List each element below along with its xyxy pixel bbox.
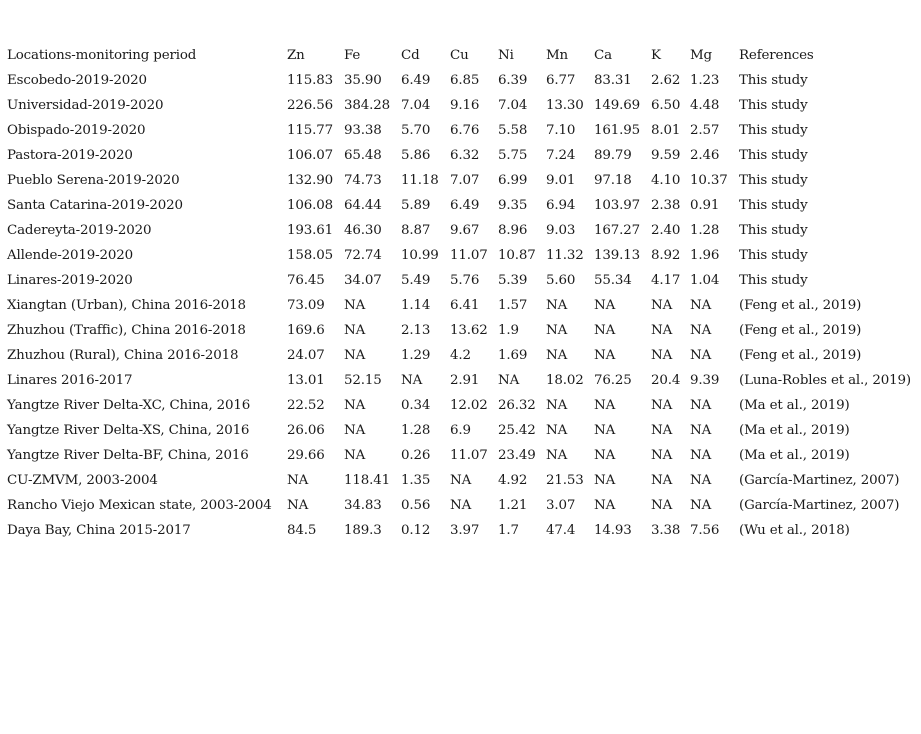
table-row [7,318,921,343]
cell-fe: 74.73 [344,173,382,188]
table-row [7,143,921,168]
cell-mg: 2.57 [690,123,720,138]
cell-reference: This study [739,273,808,288]
cell-ni: 6.39 [498,73,528,88]
cell-cu: 12.02 [450,398,488,413]
cell-fe: 34.07 [344,273,382,288]
cell-ni: 5.39 [498,273,528,288]
cell-location: Linares-2019-2020 [7,273,133,288]
cell-fe: 34.83 [344,498,382,513]
cell-reference: This study [739,73,808,88]
cell-cu: 5.76 [450,273,480,288]
cell-fe: 35.90 [344,73,382,88]
table-row [7,193,921,218]
cell-location: Obispado-2019-2020 [7,123,146,138]
cell-mg: 4.48 [690,98,720,113]
cell-ca: 167.27 [594,223,640,238]
cell-location: Rancho Viejo Mexican state, 2003-2004 [7,498,272,513]
cell-location: Santa Catarina-2019-2020 [7,198,183,213]
cell-zn: 226.56 [287,98,333,113]
cell-ca: NA [594,348,616,363]
cell-location: Xiangtan (Urban), China 2016-2018 [7,298,246,313]
cell-ni: 8.96 [498,223,528,238]
cell-reference: (Feng et al., 2019) [739,298,862,313]
cell-mg: 1.23 [690,73,720,88]
header-cell-mg: Mg [690,48,712,63]
cell-cd: 0.12 [401,523,431,538]
cell-cd: 10.99 [401,248,439,263]
cell-zn: 169.6 [287,323,325,338]
cell-cd: 5.86 [401,148,431,163]
cell-location: Universidad-2019-2020 [7,98,164,113]
cell-cd: NA [401,373,423,388]
cell-zn: 24.07 [287,348,325,363]
cell-mn: 9.01 [546,173,576,188]
cell-location: Linares 2016-2017 [7,373,133,388]
cell-reference: (Luna-Robles et al., 2019) [739,373,911,388]
cell-mg: NA [690,298,712,313]
cell-fe: 189.3 [344,523,382,538]
cell-location: Daya Bay, China 2015-2017 [7,523,191,538]
cell-reference: (Ma et al., 2019) [739,448,850,463]
cell-location: Cadereyta-2019-2020 [7,223,152,238]
cell-mg: NA [690,348,712,363]
cell-cu: 6.76 [450,123,480,138]
cell-zn: 76.45 [287,273,325,288]
table-header-row [7,43,921,68]
cell-ni: 1.69 [498,348,528,363]
cell-k: 20.4 [651,373,681,388]
cell-cd: 5.49 [401,273,431,288]
table-body [7,68,921,543]
cell-k: 6.50 [651,98,681,113]
header-cell-fe: Fe [344,48,361,63]
cell-zn: 132.90 [287,173,333,188]
cell-ni: 4.92 [498,473,528,488]
cell-mg: NA [690,398,712,413]
cell-ca: NA [594,448,616,463]
cell-cu: 13.62 [450,323,488,338]
cell-mn: 13.30 [546,98,584,113]
cell-mg: NA [690,448,712,463]
cell-mg: 1.04 [690,273,720,288]
cell-cd: 1.35 [401,473,431,488]
cell-ni: 6.99 [498,173,528,188]
cell-cu: 4.2 [450,348,471,363]
cell-k: 4.10 [651,173,681,188]
table-row [7,243,921,268]
cell-reference: This study [739,98,808,113]
cell-ni: 5.58 [498,123,528,138]
cell-mg: 10.37 [690,173,728,188]
cell-ni: 7.04 [498,98,528,113]
cell-k: 8.92 [651,248,681,263]
cell-reference: (Ma et al., 2019) [739,398,850,413]
cell-mn: 9.03 [546,223,576,238]
cell-mn: NA [546,298,568,313]
cell-k: NA [651,448,673,463]
table-row [7,468,921,493]
cell-ca: 103.97 [594,198,640,213]
cell-fe: 93.38 [344,123,382,138]
cell-k: NA [651,298,673,313]
cell-ni: 25.42 [498,423,536,438]
cell-cu: 2.91 [450,373,480,388]
table-row [7,293,921,318]
cell-cd: 5.89 [401,198,431,213]
cell-mn: NA [546,423,568,438]
cell-cu: 7.07 [450,173,480,188]
cell-ni: NA [498,373,520,388]
cell-zn: 115.77 [287,123,333,138]
cell-ca: NA [594,423,616,438]
cell-k: 8.01 [651,123,681,138]
cell-mn: 6.77 [546,73,576,88]
cell-zn: 106.07 [287,148,333,163]
cell-mn: 3.07 [546,498,576,513]
cell-cu: 6.9 [450,423,471,438]
cell-k: 2.38 [651,198,681,213]
cell-k: NA [651,423,673,438]
cell-mn: NA [546,398,568,413]
cell-cd: 6.49 [401,73,431,88]
cell-cd: 8.87 [401,223,431,238]
cell-ni: 26.32 [498,398,536,413]
cell-cu: 11.07 [450,448,488,463]
table-row [7,493,921,518]
cell-reference: This study [739,223,808,238]
cell-zn: 84.5 [287,523,317,538]
table-row [7,268,921,293]
header-cell-zn: Zn [287,48,305,63]
cell-reference: (Feng et al., 2019) [739,323,862,338]
header-cell-location: Locations-monitoring period [7,48,197,63]
table-row [7,118,921,143]
cell-zn: 22.52 [287,398,325,413]
cell-mg: NA [690,473,712,488]
cell-cu: 9.67 [450,223,480,238]
cell-reference: (Feng et al., 2019) [739,348,862,363]
cell-ni: 1.57 [498,298,528,313]
cell-reference: This study [739,148,808,163]
cell-ni: 5.75 [498,148,528,163]
cell-cu: 11.07 [450,248,488,263]
cell-ni: 1.9 [498,323,519,338]
cell-ni: 1.7 [498,523,519,538]
cell-ca: NA [594,473,616,488]
header-cell-cu: Cu [450,48,469,63]
cell-location: Yangtze River Delta-XS, China, 2016 [7,423,250,438]
cell-fe: NA [344,298,366,313]
cell-mg: 1.28 [690,223,720,238]
cell-mg: NA [690,498,712,513]
cell-fe: NA [344,348,366,363]
cell-mn: 21.53 [546,473,584,488]
cell-fe: 65.48 [344,148,382,163]
table-row [7,68,921,93]
table-row [7,343,921,368]
cell-cu: NA [450,498,472,513]
cell-k: 9.59 [651,148,681,163]
cell-zn: 193.61 [287,223,333,238]
cell-cu: 3.97 [450,523,480,538]
cell-k: NA [651,398,673,413]
data-table-container [7,43,921,543]
table-row [7,368,921,393]
cell-location: Pastora-2019-2020 [7,148,133,163]
cell-reference: (Ma et al., 2019) [739,423,850,438]
table-row [7,93,921,118]
cell-ca: NA [594,323,616,338]
cell-ca: 97.18 [594,173,632,188]
cell-fe: 46.30 [344,223,382,238]
cell-reference: (García-Martinez, 2007) [739,498,900,513]
cell-cd: 5.70 [401,123,431,138]
cell-location: CU-ZMVM, 2003-2004 [7,473,158,488]
cell-reference: (García-Martinez, 2007) [739,473,900,488]
cell-ni: 23.49 [498,448,536,463]
cell-mn: NA [546,323,568,338]
cell-mn: 7.24 [546,148,576,163]
cell-cd: 0.26 [401,448,431,463]
cell-ca: 149.69 [594,98,640,113]
cell-mg: 0.91 [690,198,720,213]
cell-cd: 0.56 [401,498,431,513]
data-table [7,43,921,543]
cell-zn: NA [287,498,309,513]
cell-fe: NA [344,398,366,413]
cell-cd: 11.18 [401,173,439,188]
cell-zn: 26.06 [287,423,325,438]
cell-cd: 0.34 [401,398,431,413]
cell-ca: 76.25 [594,373,632,388]
cell-mn: NA [546,448,568,463]
table-row [7,218,921,243]
cell-zn: 73.09 [287,298,325,313]
cell-k: NA [651,348,673,363]
cell-fe: 384.28 [344,98,390,113]
cell-fe: 72.74 [344,248,382,263]
cell-mg: 2.46 [690,148,720,163]
cell-zn: 115.83 [287,73,333,88]
cell-ca: NA [594,298,616,313]
cell-cu: 6.85 [450,73,480,88]
cell-fe: 52.15 [344,373,382,388]
cell-fe: NA [344,448,366,463]
cell-ca: NA [594,398,616,413]
header-cell-ca: Ca [594,48,612,63]
cell-location: Zhuzhou (Traffic), China 2016-2018 [7,323,246,338]
cell-reference: This study [739,123,808,138]
cell-k: 2.62 [651,73,681,88]
cell-zn: NA [287,473,309,488]
header-cell-ni: Ni [498,48,514,63]
header-cell-k: K [651,48,661,63]
cell-location: Escobedo-2019-2020 [7,73,147,88]
cell-cd: 2.13 [401,323,431,338]
table-row [7,518,921,543]
cell-fe: 118.41 [344,473,390,488]
cell-location: Pueblo Serena-2019-2020 [7,173,180,188]
cell-zn: 158.05 [287,248,333,263]
cell-fe: 64.44 [344,198,382,213]
cell-k: 2.40 [651,223,681,238]
cell-zn: 13.01 [287,373,325,388]
cell-ni: 10.87 [498,248,536,263]
cell-reference: This study [739,198,808,213]
cell-cd: 1.28 [401,423,431,438]
cell-k: NA [651,323,673,338]
cell-cu: NA [450,473,472,488]
table-row [7,443,921,468]
cell-fe: NA [344,423,366,438]
cell-k: 3.38 [651,523,681,538]
cell-ca: 139.13 [594,248,640,263]
header-cell-cd: Cd [401,48,420,63]
cell-zn: 29.66 [287,448,325,463]
cell-ca: 161.95 [594,123,640,138]
cell-ni: 9.35 [498,198,528,213]
cell-ca: 55.34 [594,273,632,288]
cell-fe: NA [344,323,366,338]
cell-location: Yangtze River Delta-XC, China, 2016 [7,398,251,413]
cell-ni: 1.21 [498,498,528,513]
cell-mn: 18.02 [546,373,584,388]
cell-mg: 7.56 [690,523,720,538]
cell-mn: 5.60 [546,273,576,288]
cell-mg: 1.96 [690,248,720,263]
cell-cu: 6.41 [450,298,480,313]
cell-cd: 1.14 [401,298,431,313]
cell-mg: NA [690,423,712,438]
table-row [7,418,921,443]
cell-mn: 7.10 [546,123,576,138]
cell-ca: NA [594,498,616,513]
cell-k: NA [651,498,673,513]
cell-mn: 47.4 [546,523,576,538]
cell-zn: 106.08 [287,198,333,213]
cell-reference: (Wu et al., 2018) [739,523,850,538]
table-row [7,168,921,193]
cell-ca: 14.93 [594,523,632,538]
cell-cu: 6.32 [450,148,480,163]
cell-cd: 1.29 [401,348,431,363]
cell-ca: 83.31 [594,73,632,88]
cell-cu: 6.49 [450,198,480,213]
cell-location: Yangtze River Delta-BF, China, 2016 [7,448,249,463]
header-cell-references: References [739,48,814,63]
cell-ca: 89.79 [594,148,632,163]
cell-mn: 6.94 [546,198,576,213]
cell-mn: 11.32 [546,248,584,263]
cell-mg: NA [690,323,712,338]
cell-k: NA [651,473,673,488]
cell-location: Zhuzhou (Rural), China 2016-2018 [7,348,239,363]
table-row [7,393,921,418]
cell-mn: NA [546,348,568,363]
header-cell-mn: Mn [546,48,569,63]
cell-mg: 9.39 [690,373,720,388]
cell-reference: This study [739,173,808,188]
cell-reference: This study [739,248,808,263]
cell-k: 4.17 [651,273,681,288]
cell-location: Allende-2019-2020 [7,248,133,263]
cell-cd: 7.04 [401,98,431,113]
cell-cu: 9.16 [450,98,480,113]
